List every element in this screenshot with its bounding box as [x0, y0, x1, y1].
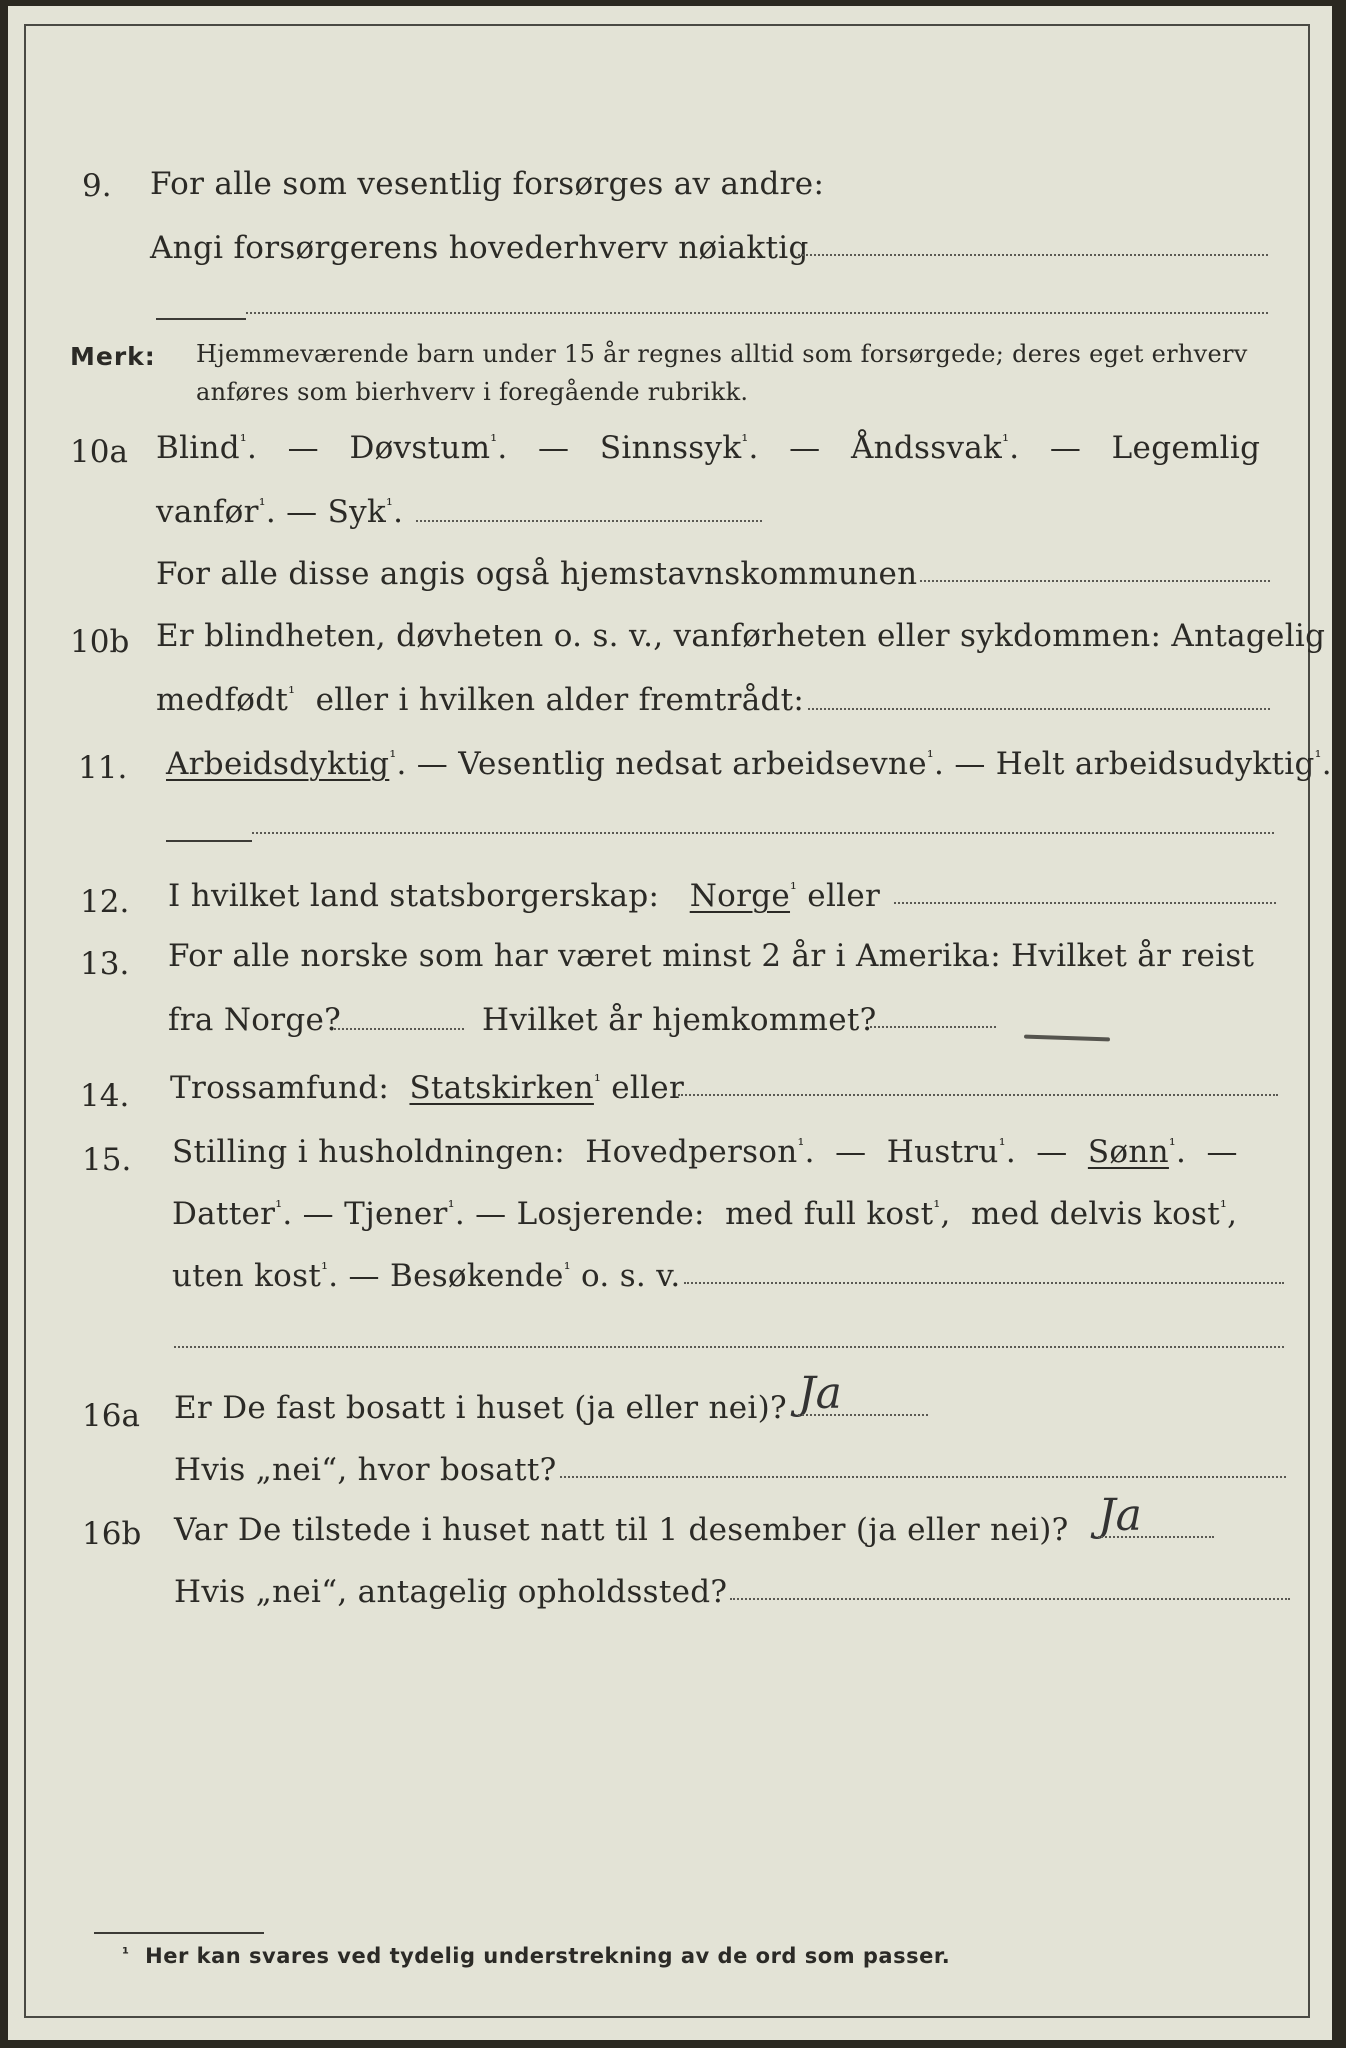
footnote: $^{^1}$ Her kan svares ved tydelig understrekning av de ord som passer.	[122, 1944, 951, 1968]
q11-number: 11.	[78, 750, 128, 786]
q10a-line3: For alle disse angis også hjemstavnskommunen	[156, 556, 918, 592]
q10b-line1: Er blindheten, døvheten o. s. v., vanførheten eller sykdommen: Antagelig	[156, 618, 1326, 654]
merk-line2: anføres som bierhverv i foregående rubrikk.	[196, 378, 749, 406]
q16a-answer-field[interactable]	[798, 1414, 928, 1416]
q10a-number: 10a	[70, 434, 128, 470]
q10a-syk-field[interactable]	[416, 520, 762, 522]
sonn-underlined: Sønn	[1087, 1134, 1169, 1170]
q16b-opholdssted-field[interactable]	[730, 1598, 1290, 1600]
q14-number: 14.	[80, 1078, 130, 1114]
q13-line1: For alle norske som har været minst 2 år i Amerika: Hvilket år reist	[168, 938, 1255, 974]
q9-number: 9.	[82, 168, 112, 204]
arbeidsdyktig-underlined: Arbeidsdyktig	[166, 746, 390, 782]
q16b-line1: Var De tilstede i huset natt til 1 desember (ja eller nei)?	[174, 1512, 1069, 1548]
q16b-line2: Hvis „nei“, antagelig opholdssted?	[174, 1574, 728, 1610]
q10a-line2: vanfør$^{^1}$. — Syk$^{^1}$.	[156, 494, 404, 530]
q15-answer-field[interactable]	[684, 1282, 1284, 1284]
q9-answer-field[interactable]	[798, 254, 1268, 256]
q10b-line2: medfødt$^{^1}$ eller i hvilken alder fremtrådt:	[156, 682, 805, 718]
merk-line1: Hjemmeværende barn under 15 år regnes alltid som forsørgede; deres eget erhverv	[196, 340, 1248, 368]
census-form-page	[8, 6, 1332, 2040]
q15-answer-field-2[interactable]	[174, 1346, 1284, 1348]
q15-line3: uten kost$^{^1}$. — Besøkende$^{^1}$ o. s. v.	[172, 1258, 681, 1294]
q15-line1: Stilling i husholdningen: Hovedperson$^{^1}$. — Hustru$^{^1}$. — Sønn$^{^1}$. —	[172, 1134, 1238, 1170]
q10a-line1: Blind$^{^1}$. — Døvstum$^{^1}$. — Sinnssyk$^{^1}$. — Åndssvak$^{^1}$. — Legemlig	[156, 430, 1261, 466]
footnote-rule	[94, 1932, 264, 1934]
q9-line1: For alle som vesentlig forsørges av andre:	[150, 166, 825, 202]
q9-line2: Angi forsørgerens hovederhverv nøiaktig	[150, 230, 809, 266]
merk-label: Merk:	[70, 342, 156, 371]
q16a-line2: Hvis „nei“, hvor bosatt?	[174, 1452, 557, 1488]
q10b-answer-field[interactable]	[808, 708, 1270, 710]
q10b-number: 10b	[70, 624, 130, 660]
q14-answer-field[interactable]	[678, 1094, 1278, 1096]
q13-reist-field[interactable]	[334, 1028, 464, 1030]
q14-line: Trossamfund: Statskirken$^{^1}$ eller	[170, 1070, 685, 1106]
q12-number: 12.	[80, 884, 130, 920]
q16b-number: 16b	[82, 1516, 142, 1552]
q16b-handwritten-answer: Ja	[1098, 1490, 1142, 1541]
q13-hjem: Hvilket år hjemkommet?	[482, 1002, 877, 1038]
q12-line: I hvilket land statsborgerskap: Norge$^{^1}$ eller	[168, 878, 881, 914]
q9-answer-field-2[interactable]	[246, 312, 1268, 314]
q16a-line1: Er De fast bosatt i huset (ja eller nei)?	[174, 1390, 787, 1426]
divider	[156, 318, 246, 320]
q13-number: 13.	[80, 946, 130, 982]
q15-line2: Datter$^{^1}$. — Tjener$^{^1}$. — Losjerende: med full kost$^{^1}$, med delvis kost$^{^1}$,	[172, 1196, 1238, 1232]
statskirken-underlined: Statskirken	[409, 1070, 594, 1106]
q12-answer-field[interactable]	[894, 902, 1276, 904]
q16a-handwritten-answer: Ja	[798, 1368, 842, 1419]
q13-hjem-field[interactable]	[870, 1026, 996, 1028]
divider	[166, 840, 252, 842]
q16a-bosatt-field[interactable]	[560, 1476, 1286, 1478]
q13-fra: fra Norge?	[168, 1002, 342, 1038]
q11-answer-field[interactable]	[252, 832, 1274, 834]
q11-line: Arbeidsdyktig$^{^1}$. — Vesentlig nedsat arbeidsevne$^{^1}$. — Helt arbeidsudyktig$^{^1}$.	[166, 746, 1332, 782]
q16b-answer-field[interactable]	[1098, 1536, 1214, 1538]
norge-underlined: Norge	[689, 878, 791, 914]
q15-number: 15.	[82, 1142, 132, 1178]
q16a-number: 16a	[82, 1398, 140, 1434]
q10a-kommune-field[interactable]	[920, 580, 1270, 582]
